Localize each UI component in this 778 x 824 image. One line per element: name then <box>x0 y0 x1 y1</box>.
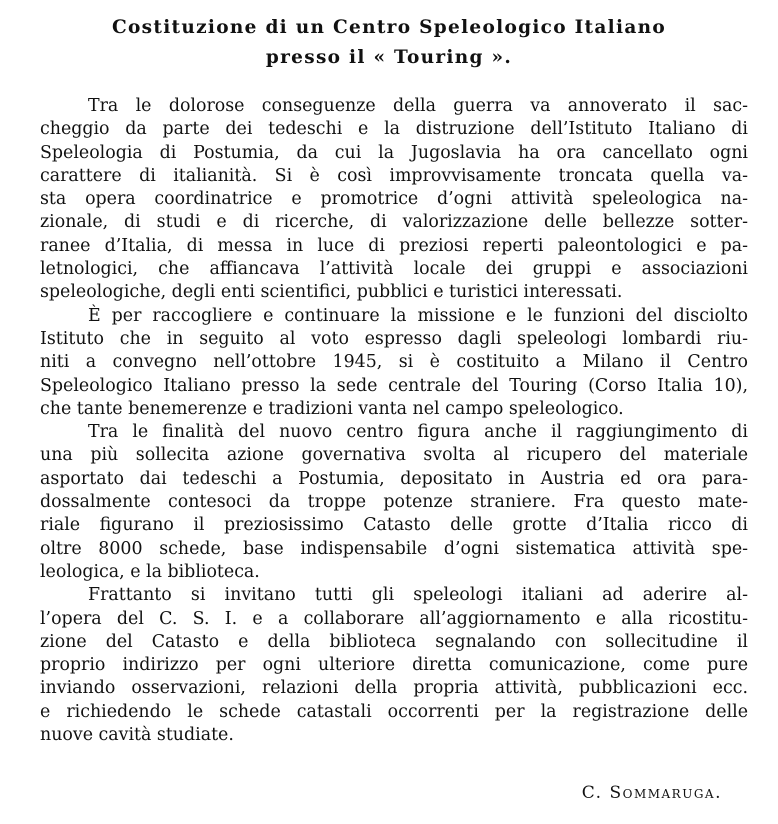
text-line: speleologiche, degli enti scientifici, pubblici e turistici interessati. <box>40 282 623 303</box>
text-line: una più sollecita azione governativa svolta al ricupero del materiale <box>40 445 748 466</box>
article-title-line-1: Costituzione di un Centro Speleologico Italiano <box>111 17 667 38</box>
paragraph-3 <box>40 421 748 584</box>
author-signature <box>582 783 722 803</box>
text-line: l’opera del C. S. I. e a collaborare all’aggiornamento e alla ricostitu- <box>40 608 748 629</box>
text-line: ranee d’Italia, di messa in luce di preziosi reperti paleontologici e pa- <box>40 235 748 256</box>
text-line: che tante benemerenze e tradizioni vanta nel campo speleologico. <box>40 398 624 419</box>
text-line: carattere di italianità. Si è così improvvisamente troncata quella va- <box>40 165 748 186</box>
text-line: asportato dai tedeschi a Postumia, depositato in Austria ed ora para- <box>40 468 748 489</box>
author-signature-text: C. Sommaruga. <box>581 783 722 803</box>
text-line: zionale, di studi e di ricerche, di valorizzazione delle bellezze sotter- <box>40 212 748 233</box>
text-line: sta opera coordinatrice e promotrice d’ogni attività speleologica na- <box>40 189 748 210</box>
text-line: e richiedendo le schede catastali occorrenti per la registrazione delle <box>40 701 748 722</box>
article-title-line-2: presso il « Touring ». <box>265 47 513 68</box>
text-line: Speleologico Italiano presso la sede centrale del Touring (Corso Italia 10), <box>40 375 748 396</box>
text-line: Speleologia di Postumia, da cui la Jugoslavia ha ora cancellato ogni <box>40 142 748 163</box>
text-line: dossalmente contesoci da troppe potenze straniere. Fra questo mate- <box>40 492 748 513</box>
text-line: Tra le finalità del nuovo centro figura anche il raggiungimento di <box>88 422 748 443</box>
text-line: letnologici, che affiancava l’attività locale dei gruppi e associazioni <box>40 259 748 280</box>
text-line: leologica, e la biblioteca. <box>40 561 260 582</box>
text-line: È per raccogliere e continuare la missione e le funzioni del disciolto <box>88 305 748 326</box>
text-line: nuove cavità studiate. <box>40 725 234 746</box>
text-line: Frattanto si invitano tutti gli speleologi italiani ad aderire al- <box>88 585 748 606</box>
text-line: cheggio da parte dei tedeschi e la distruzione dell’Istituto Italiano di <box>40 119 748 140</box>
text-line: zione del Catasto e della biblioteca segnalando con sollecitudine il <box>40 631 748 652</box>
text-line: Tra le dolorose conseguenze della guerra va annoverato il sac- <box>88 96 748 116</box>
paragraph-2 <box>40 305 748 421</box>
article-body <box>40 95 748 747</box>
paragraph-4 <box>40 584 748 747</box>
text-line: inviando osservazioni, relazioni della propria attività, pubblicazioni ecc. <box>40 678 748 699</box>
text-line: niti a convegno nell’ottobre 1945, si è costituito a Milano il Centro <box>40 352 748 373</box>
paragraph-1 <box>40 95 748 305</box>
text-line: oltre 8000 schede, base indispensabile d’ogni sistematica attività spe- <box>40 538 748 559</box>
text-line: Istituto che in seguito al voto espresso dagli speleologi lombardi riu- <box>40 328 748 349</box>
text-line: riale figurano il preziosissimo Catasto delle grotte d’Italia ricco di <box>40 515 748 536</box>
text-line: proprio indirizzo per ogni ulteriore diretta comunicazione, come pure <box>40 655 748 676</box>
